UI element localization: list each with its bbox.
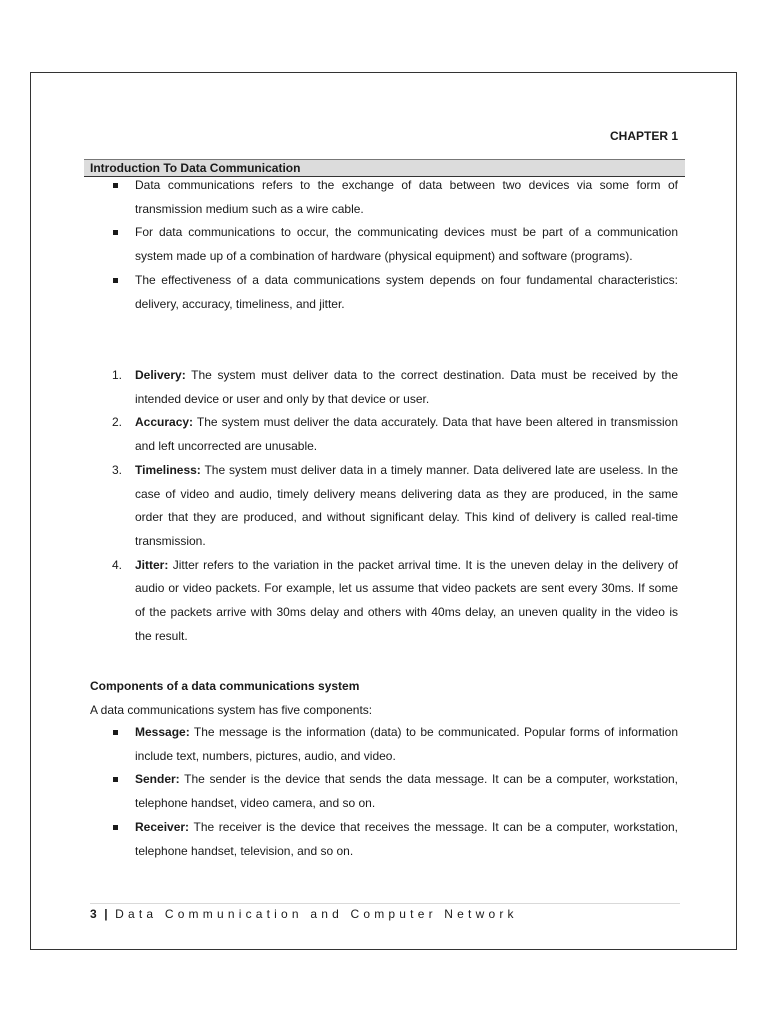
term-label: Sender: <box>135 772 180 787</box>
footer-separator: | <box>104 907 108 921</box>
footer-divider <box>90 903 680 904</box>
list-item: Receiver: The receiver is the device that receives the message. It can be a computer, workstation, telephone handset, television, and so on. <box>90 816 678 863</box>
page-number: 3 <box>90 907 97 921</box>
list-item: 3. Timeliness: The system must deliver data in a timely manner. Data delivered late are useless. In the case of video and audio, timely delivery means delivering data as they are produced, in the same order that they are produced, and without significant delay. This kind of delivery is called real-time transmission. <box>112 462 678 548</box>
term-label: Receiver: <box>135 819 190 834</box>
list-item: The effectiveness of a data communications system depends on four fundamental characteristics: delivery, accuracy, timeliness, and jitter. <box>90 269 678 316</box>
components-intro: A data communications system has five components: <box>90 703 373 717</box>
components-heading: Components of a data communications system <box>90 679 360 693</box>
list-item: 4. Jitter: Jitter refers to the variation in the packet arrival time. It is the uneven delay in the delivery of audio or video packets. For example, let us assume that video packets are sent every 30ms. If some of the packets arrive with 30ms delay and others with 40ms delay, an uneven quality in the video is the result. <box>112 557 678 643</box>
chapter-label: CHAPTER 1 <box>609 129 678 143</box>
term-label: Timeliness: <box>135 462 201 477</box>
bullet-icon <box>113 730 118 735</box>
bullet-icon <box>113 230 118 235</box>
term-label: Message: <box>135 725 190 739</box>
list-item: 1. Delivery: The system must deliver data to the correct destination. Data must be received by the intended device or user and only by that device or user. <box>112 368 678 406</box>
section-title: Introduction To Data Communication <box>90 161 301 175</box>
list-item: For data communications to occur, the communicating devices must be part of a communication system made up of a combination of hardware (physical equipment) and software (programs). <box>90 221 678 268</box>
list-item: Message: The message is the information (data) to be communicated. Popular forms of information include text, numbers, pictures, audio, and video. <box>90 721 678 768</box>
term-label: Accuracy: <box>135 415 194 430</box>
footer-title: Data Communication and Computer Network <box>115 907 518 921</box>
bullet-icon <box>113 278 118 283</box>
list-item: Sender: The sender is the device that sends the data message. It can be a computer, workstation, telephone handset, video camera, and so on. <box>90 768 678 815</box>
components-bullet-list <box>90 721 678 863</box>
characteristics-list <box>90 364 678 648</box>
term-label: Delivery: <box>135 368 186 382</box>
term-label: Jitter: <box>135 557 169 572</box>
bullet-icon <box>113 777 118 782</box>
bullet-icon <box>113 183 118 188</box>
list-item: Data communications refers to the exchange of data between two devices via some form of transmission medium such as a wire cable. <box>90 174 678 221</box>
list-item: 2. Accuracy: The system must deliver the data accurately. Data that have been altered in transmission and left uncorrected are unusable. <box>112 415 678 454</box>
intro-bullet-list <box>90 174 678 316</box>
bullet-icon <box>113 825 118 830</box>
page-footer <box>90 906 518 922</box>
